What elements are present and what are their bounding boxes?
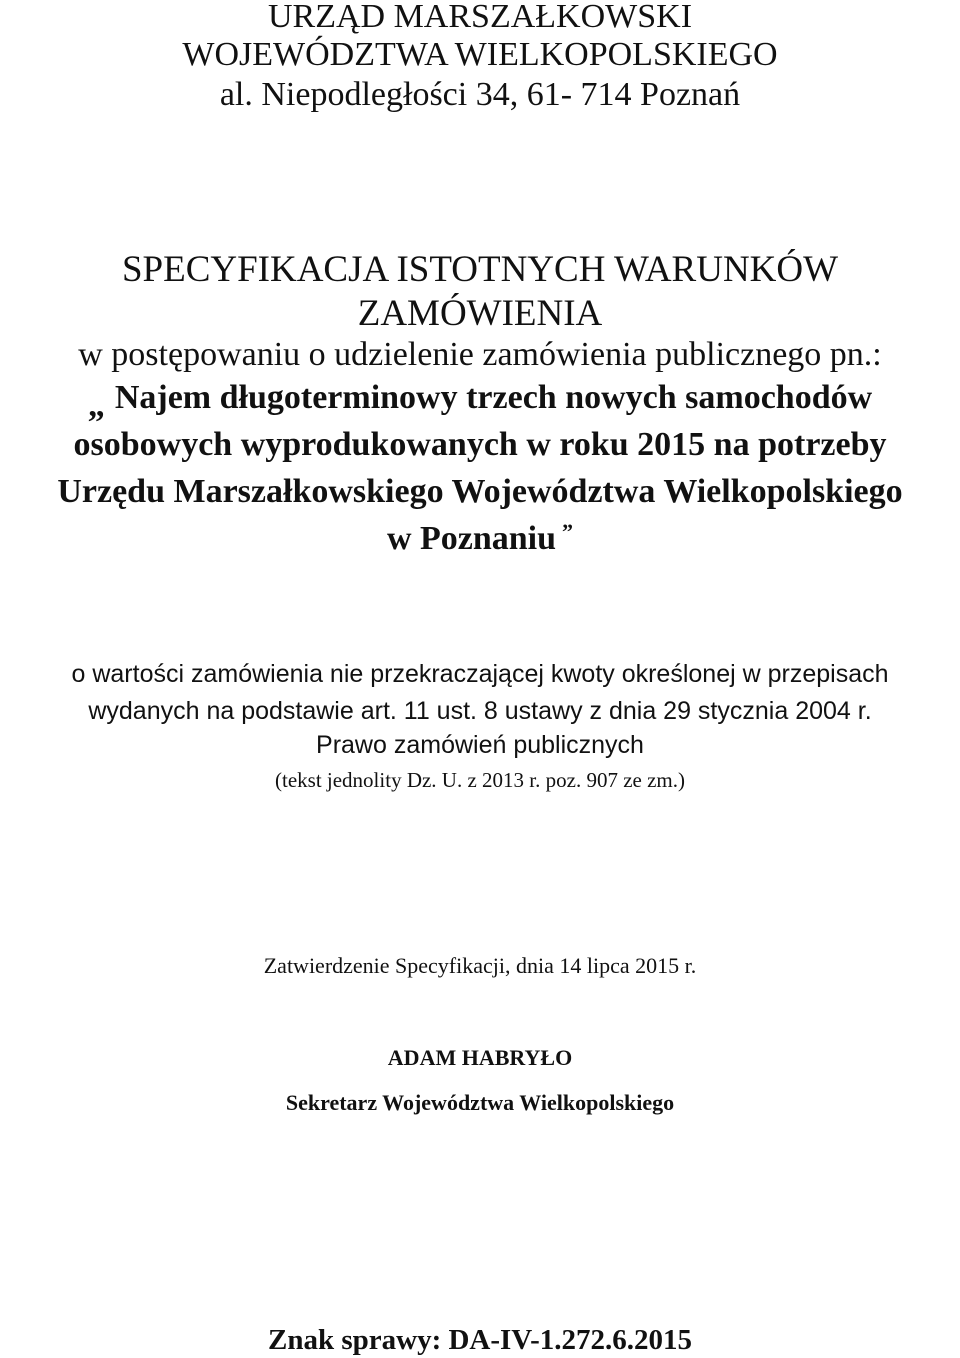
value-clause-line-2: wydanych na podstawie art. 11 ust. 8 ustawy z dnia 29 stycznia 2004 r. bbox=[88, 697, 872, 725]
document-title-continued: ZAMÓWIENIA bbox=[357, 293, 603, 334]
subject-text-1: Najem długoterminowy trzech nowych samochodów bbox=[114, 379, 873, 416]
office-name: URZĄD MARSZAŁKOWSKI bbox=[267, 0, 693, 35]
subject-line-4 bbox=[0, 521, 960, 556]
subject-line-1 bbox=[0, 381, 960, 423]
signer-role: Sekretarz Województwa Wielkopolskiego bbox=[285, 1090, 675, 1115]
document-title: SPECYFIKACJA ISTOTNYCH WARUNKÓW bbox=[121, 249, 839, 290]
subject-line-3: Urzędu Marszałkowskiego Województwa Wielkopolskiego bbox=[57, 473, 903, 510]
case-number: Znak sprawy: DA-IV-1.272.6.2015 bbox=[267, 1324, 692, 1356]
subject-line-2: osobowych wyprodukowanych w roku 2015 na potrzeby bbox=[73, 426, 887, 463]
procedure-intro: w postępowaniu o udzielenie zamówienia publicznego pn.: bbox=[78, 336, 882, 373]
value-clause-line-1: o wartości zamówienia nie przekraczającej kwoty określonej w przepisach bbox=[71, 660, 889, 688]
signer-name: ADAM HABRYŁO bbox=[387, 1045, 573, 1070]
office-address: al. Niepodległości 34, 61- 714 Poznań bbox=[219, 76, 741, 113]
opening-quote: „ bbox=[87, 387, 105, 424]
subject-text-4: w Poznaniu bbox=[386, 520, 557, 557]
value-clause-line-3: Prawo zamówień publicznych bbox=[316, 731, 644, 759]
approval-date: Zatwierdzenie Specyfikacji, dnia 14 lipca 2015 r. bbox=[263, 953, 697, 978]
legal-reference: (tekst jednolity Dz. U. z 2013 r. poz. 907 ze zm.) bbox=[275, 768, 685, 792]
office-region: WOJEWÓDZTWA WIELKOPOLSKIEGO bbox=[182, 36, 778, 73]
closing-quote: ” bbox=[562, 519, 574, 544]
